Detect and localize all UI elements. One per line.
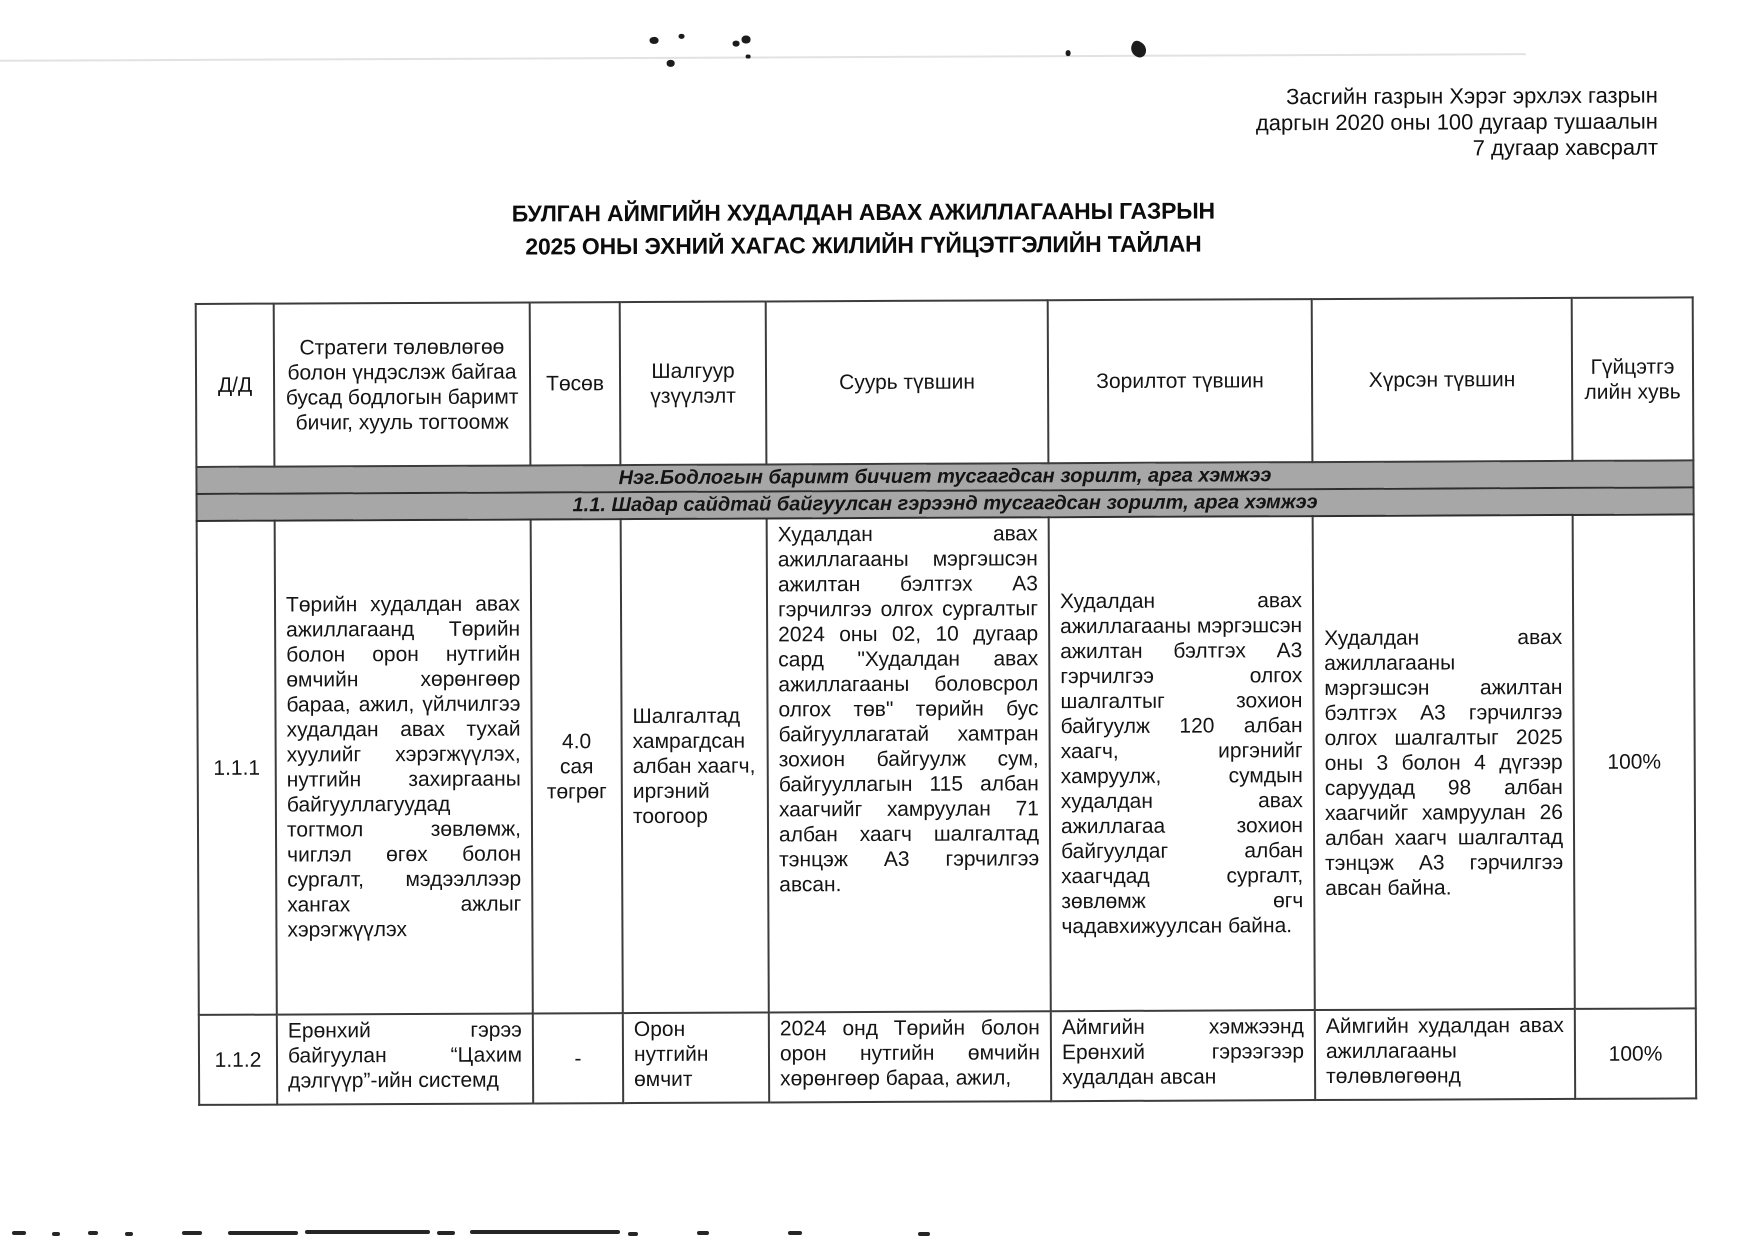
scan-speck [1066,50,1071,56]
cell-baseline-text: 2024 онд Төрийн болон орон нутгийн өмчийн хөрөнгөөр бараа, ажил, [779,1016,1041,1091]
table-row-1-1-2 [199,1008,1696,1105]
scan-speck [746,55,751,59]
header-cell-strategy: Стратеги төлөвлөгөө болон үндэслэж байгаа бусад бодлогын баримт бичиг, хууль тогтоомж [274,302,531,466]
header-cell-target: Зорилтот түвшин [1048,299,1313,463]
cell-achieved: Худалдан авах ажиллагааны мэргэшсэн ажилтан бэлтгэх А3 гэрчилгээ олгох шалгалтыг 2025 оны 3 болон 4 дүгээр саруудад 98 албан хаагчийг хамруулан 26 албан хаагч шалгалтад тэнцэж А3 гэрчилгээ авсан байна. [1313,515,1575,1010]
scan-speck [667,60,675,67]
cell-baseline [769,1011,1051,1102]
cell-performance: 100% [1573,514,1696,1009]
cell-budget: - [533,1013,623,1103]
annotation-line: даргын 2020 оны 100 дугаар тушаалын [1255,108,1658,136]
scan-speck [679,34,685,39]
section-title: Нэг.Бодлогын баримт бичигт тусгагдсан зорилт, арга хэмжээ [196,460,1693,494]
cell-achieved-text: Аймгийн худалдан авах ажиллагааны төлөвлөгөөнд [1325,1013,1564,1089]
cell-performance: 100% [1575,1008,1696,1099]
cell-target-text: Аймгийн хэмжээнд Ерөнхий гэрээгээр худалдан авсан [1061,1015,1305,1090]
scan-speck [742,36,751,44]
report-title-line: 2025 ОНЫ ЭХНИЙ ХАГАС ЖИЛИЙН ГҮЙЦЭТГЭЛИЙН ТАЙЛАН [525,230,1202,260]
cell-indicator: Шалгалтад хамрагдсан албан хаагч, иргэний тоогоор [621,518,769,1013]
cell-id: 1.1.2 [199,1015,277,1105]
cell-target [1051,1010,1315,1101]
header-cell-performance: Гүйцэтгэ лийн хувь [1572,297,1694,461]
header-cell-dd: Д/Д [196,304,275,467]
cell-strategy [277,1013,533,1104]
scan-speck [733,41,740,47]
cell-target: Худалдан авах ажиллагааны мэргэшсэн ажилтан бэлтгэх А3 гэрчилгээ олгох шалгалтыг зохион байгуулж 120 албан хаагч, иргэнийг хамруулж, сумдын худалдан авах ажиллагаа зохион байгуулдаг албан хаагчдад сургалт, зөвлөмж өгч чадавхижуулсан байна. [1049,516,1315,1011]
cell-strategy: Төрийн худалдан авах ажиллагаанд Төрийн болон орон нутгийн өмчийн хөрөнгөөр бараа, ажил, үйлчилгээ худалдан авах тухай хуулийг хэрэгжүүлэх, нутгийн захиргааны байгууллагуудад тогтмол зөвлөмж, чиглэл өгөх болон сургалт, мэдээллээр хангах ажлыг хэрэгжүүлэх [275,519,533,1014]
document-annotation [1256,83,1658,163]
section-title: 1.1. Шадар сайдтай байгуулсан гэрээнд тусгагдсан зорилт, арга хэмжээ [197,487,1694,521]
cell-id: 1.1.1 [197,521,277,1015]
report-table-wrap [195,296,1697,1106]
cell-indicator-text: Орон нутгийн өмчит [633,1017,709,1092]
header-cell-achieved: Хүрсэн түвшин [1312,298,1573,462]
report-title-line: БУЛГАН АЙМГИЙН ХУДАЛДАН АВАХ АЖИЛЛАГААНЫ ГАЗРЫН [511,197,1215,227]
table-row-1-1-1 [197,514,1696,1015]
cell-baseline: Худалдан авах ажиллагааны мэргэшсэн ажилтан бэлтгэх А3 гэрчилгээ олгох сургалтыг 2024 оны 02, 10 дугаар сард "Худалдан авах ажиллагааны боловсрол олгох төв" төрийн бус байгууллагатай хамтран зохион байгуулж сум, байгууллагын 115 албан хаагчийг хамруулан 71 албан хаагч шалгалтад тэнцэж А3 гэрчилгээ авсан. [767,517,1051,1012]
cell-strategy-text: Ерөнхий гэрээ байгуулан “Цахим дэлгүүр”-ийн системд [287,1018,523,1093]
report-title [0,192,1729,266]
annotation-line: 7 дугаар хавсралт [1472,134,1659,161]
scan-fold-line [0,53,1526,62]
annotation-line: Засгийн газрын Хэрэг эрхлэх газрын [1285,82,1658,110]
table-header-row [196,297,1694,467]
report-table [195,296,1697,1106]
cell-indicator [623,1012,769,1103]
header-cell-budget: Төсөв [530,302,621,465]
header-cell-baseline: Суурь түвшин [766,300,1049,464]
cell-budget: 4.0 сая төгрөг [531,519,623,1013]
header-cell-indicator: Шалгуур үзүүлэлт [620,301,767,465]
scan-speck [650,37,659,44]
cell-achieved [1315,1009,1575,1100]
